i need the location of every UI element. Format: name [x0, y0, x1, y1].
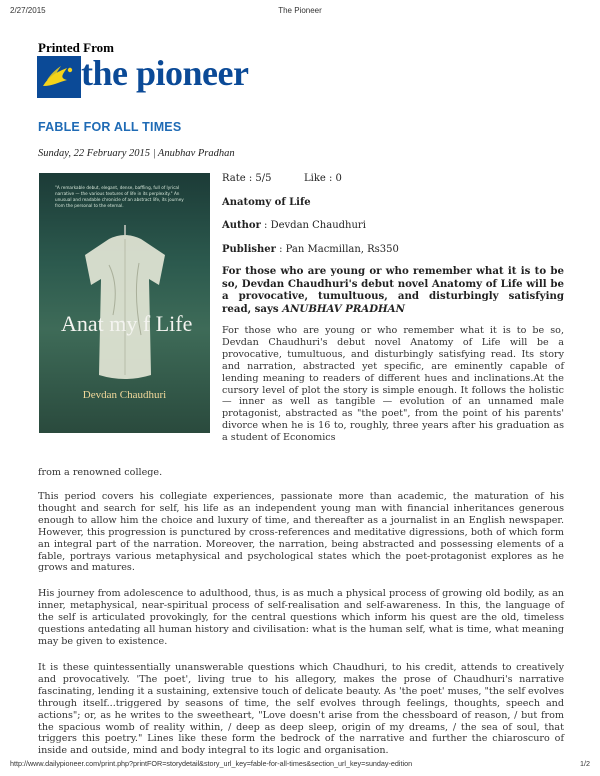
paragraph-3: His journey from adolescence to adulthood, thus, is as much a physical process of growing old bodily, as an inner, metaphysical, near-spiritual process of self-realisation and self-awareness. In this, the language of the self is articulated provokingly, for the central questions which inform his quest are the old, timeless questions antedating all human history and civilisation: what is the human self, what is time, what meaning may be given to existence. [38, 588, 564, 647]
paragraph-1: For those who are young or who remember what it is to be so, Devdan Chaudhuri's debut novel Anatomy of Life will be a provocative, tumultuous, and disturbingly satisfying read. Its story and narration, abstracted yet specific, are eminently capable of lending meaning to readers of different hues and inclinations.At the cursory level of plot the story is simple enough. It follows the holistic — inner as well as tangible — evolution of an unnamed male protagonist, abstracted as "the poet", from the point of his parents' divorce when he is 16 to, roughly, three years after his graduation as a student of Economics [222, 325, 564, 444]
lead-text: For those who are young or who remember what it is to be so, Devdan Chaudhuri's debut novel Anatomy of Life will be a provocative, tumultuous, and disturbingly satisfying read, says [222, 265, 564, 315]
paragraph-4: It is these quintessentially unanswerable questions which Chaudhuri, to his credit, attends to creatively and provocatively. 'The poet', living true to his allegory, makes the prose of Chaudhuri's narrative fascinating, lending it a sustaining, extensive touch of delicate beauty. As 'the poet' muses, "the self evolves through itself...triggered by seasons of time, the self evolves through feelings, thoughts, speech and actions"; or, as he writes to the sweetheart, "Love doesn't arise from the chessboard of reason, / but from the spacious womb of reality within, / deep as deep sleep, origin of my dreams, / the sea of soul, that triggers this poetry." Lines like these form the bedrock of the narrative and further the chiaroscuro of inside and outside, mind and body integral to its logic and organisation. [38, 662, 564, 757]
article-headline: FABLE FOR ALL TIMES [38, 120, 182, 134]
like-count[interactable]: Like : 0 [304, 173, 342, 184]
hanging-shirt-icon [79, 225, 171, 385]
lead-byline: ANUBHAV PRADHAN [282, 302, 405, 315]
cover-blurb: "A remarkable debut, elegant, dense, baffling, full of lyrical narrative — the various textures of life in its perplexity." An unusual and readable chronicle of an abstract life, its journey from the personal to the eternal. [55, 185, 184, 208]
author-value: : Devdan Chaudhuri [260, 220, 366, 231]
printed-from-label: Printed From [38, 40, 114, 55]
publisher-value: : Pan Macmillan, Rs350 [275, 244, 399, 255]
publisher-label: Publisher [222, 244, 276, 255]
paragraph-1-tail: from a renowned college. [38, 467, 163, 478]
book-title: Anatomy of Life [222, 197, 311, 208]
author-line [222, 220, 564, 231]
logo-wordmark: the pioneer [81, 53, 249, 93]
cover-author: Devdan Chaudhuri [82, 389, 167, 401]
cover-title: Anat my f Life [61, 311, 193, 336]
book-cover-image [39, 173, 210, 433]
rating-row [222, 173, 564, 184]
rate-value: Rate : 5/5 [222, 173, 272, 184]
bird-emblem-icon [37, 56, 81, 98]
print-footer [10, 759, 590, 768]
publisher-line [222, 244, 564, 255]
print-title: The Pioneer [278, 6, 322, 15]
article-lead [222, 265, 564, 315]
pioneer-logo [37, 53, 255, 98]
author-label: Author [222, 220, 261, 231]
paragraph-2: This period covers his collegiate experiences, passionate more than academic, the maturation of his thought and search for self, his life as an independent young man with financial inheritances generous enough to allow him the choice and luxury of time, and thereafter as a journalist in an English newspaper. However, this progression is punctured by cross-references and meditative digressions, both of which form an integral part of the narration. Moreover, the narration, being abstracted and possessing elements of a fable, portrays various metaphysical and psychological states which the poet-protagonist explores as he grows and matures. [38, 491, 564, 574]
source-url: http://www.dailypioneer.com/print.php?printFOR=storydetail&story_url_key=fable-for-all-times&section_url_key=sunday-edition [10, 759, 413, 768]
article-byline: Sunday, 22 February 2015 | Anubhav Pradhan [38, 148, 235, 159]
page-number: 1/2 [580, 759, 590, 768]
print-date: 2/27/2015 [10, 6, 46, 15]
